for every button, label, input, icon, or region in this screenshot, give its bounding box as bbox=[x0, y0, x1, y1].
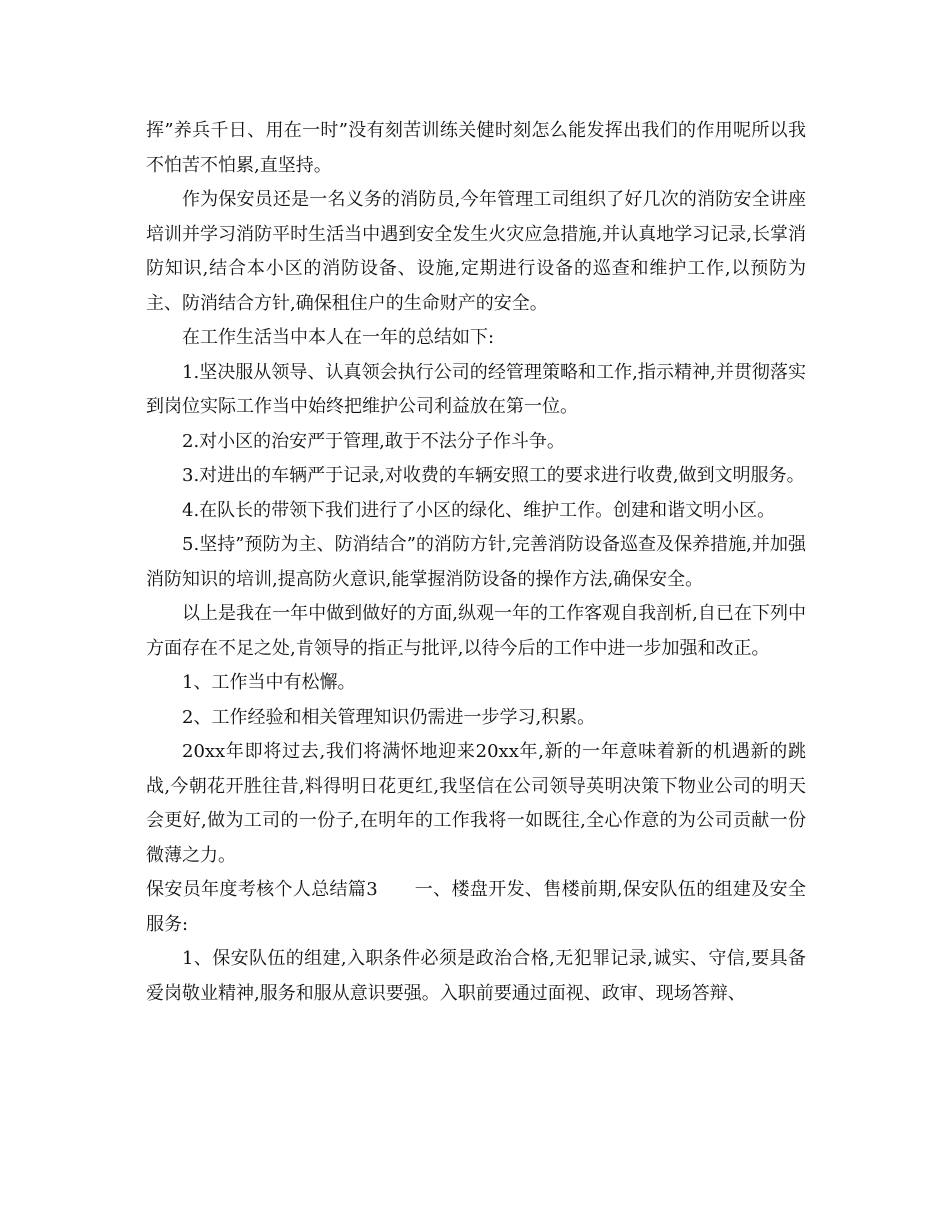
paragraph: 以上是我在一年中做到做好的方面,纵观一年的工作客观自我剖析,自已在下列中方面存在不足之处,肯领导的指正与批评,以待今后的工作中进一步加强和改正。 bbox=[146, 603, 806, 659]
list-item: 1.坚决服从领导、认真领会执行公司的经管理策略和工作,指示精神,并贯彻落实到岗位实际工作当中始终把维护公司利益放在第一位。 bbox=[146, 361, 806, 417]
paragraph: 在工作生活当中本人在一年的总结如下: bbox=[182, 327, 495, 348]
section-heading: 保安员年度考核个人总结篇3 一、楼盘开发、售楼前期,保安队伍的组建及安全服务: bbox=[146, 879, 806, 935]
list-item: 1、保安队伍的组建,入职条件必须是政治合格,无犯罪记录,诚实、守信,要具备爱岗敬业精神,服务和服从意识要强。入职前要通过面视、政审、现场答辩、 bbox=[146, 948, 806, 1004]
paragraph: 作为保安员还是一名义务的消防员,今年管理工司组织了好几次的消防安全讲座培训并学习消防平时生活当中遇到安全发生火灾应急措施,并认真地学习记录,长掌消防知识,结合本小区的消防设备、设施,定期进行设备的巡查和维护工作,以预防为主、防消结合方针,确保租住户的生命财产的安全。 bbox=[146, 189, 806, 314]
list-item: 5.坚持”预防为主、防消结合”的消防方针,完善消防设备巡查及保养措施,并加强消防知识的培训,提高防火意识,能掌握消防设备的操作方法,确保安全。 bbox=[146, 534, 806, 590]
list-item: 3.对进出的车辆严于记录,对收费的车辆安照工的要求进行收费,做到文明服务。 bbox=[182, 465, 805, 486]
list-item: 2.对小区的治安严于管理,敢于不法分子作斗争。 bbox=[182, 430, 565, 452]
paragraph: 挥”养兵千日、用在一时”没有刻苦训练关健时刻怎么能发挥出我们的作用呢所以我不怕苦不怕累,直坚持。 bbox=[146, 120, 806, 176]
list-item: 2、工作经验和相关管理知识仍需进一步学习,积累。 bbox=[182, 706, 596, 728]
list-item: 4.在队长的带领下我们进行了小区的绿化、维护工作。创建和谐文明小区。 bbox=[182, 499, 776, 521]
list-item: 1、工作当中有松懈。 bbox=[182, 672, 356, 693]
document-body bbox=[146, 114, 806, 1011]
paragraph: 20xx年即将过去,我们将满怀地迎来20xx年,新的一年意味着新的机遇新的跳战,今朝花开胜往昔,料得明日花更红,我坚信在公司领导英明决策下物业公司的明天会更好,做为工司的一份子,在明年的工作我将一如既往,全心作意的为公司贡献一份微薄之力。 bbox=[146, 741, 806, 866]
